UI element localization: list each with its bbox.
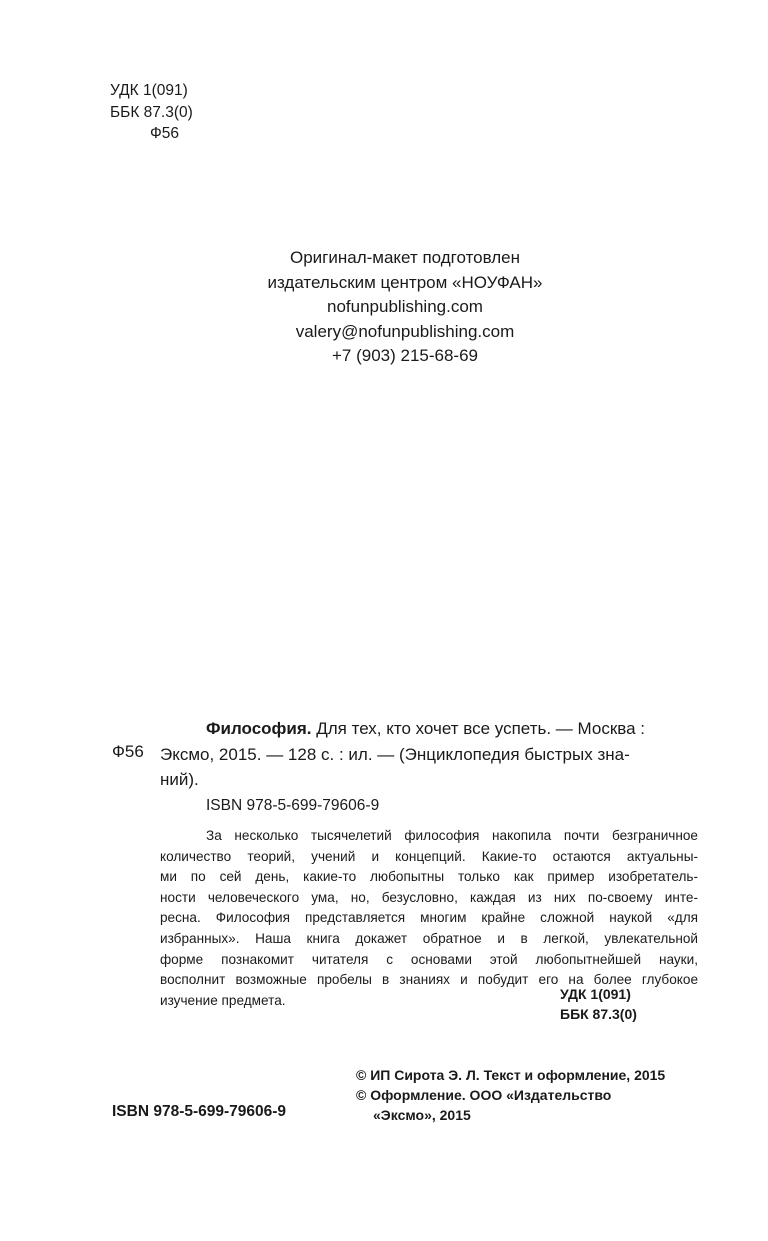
catalog-isbn: ISBN 978-5-699-79606-9 [206, 797, 380, 814]
catalog-author-sign: Ф56 [112, 742, 144, 761]
classification-codes-top [110, 80, 193, 145]
annotation-line: количество теорий, учений и концепций. Какие-то остаются актуальны- [160, 848, 698, 864]
copyright-design-publisher: © Оформление. ООО «Издательство [356, 1086, 612, 1103]
bbk-code: ББК 87.3(0) [110, 103, 193, 121]
publisher-website: nofunpublishing.com [327, 297, 483, 316]
biblio-line-1-rest: Для тех, кто хочет все успеть. — Москва : [311, 719, 645, 738]
copyright-text-design: © ИП Сирота Э. Л. Текст и оформление, 2015 [356, 1067, 666, 1083]
footer-isbn: ISBN 978-5-699-79606-9 [112, 1103, 287, 1120]
annotation-line: восполнит возможные пробелы в знаниях и побудит его на более глубокое [160, 972, 698, 988]
original-layout-credit [180, 246, 630, 369]
udk-code: УДК 1(091) [110, 82, 188, 99]
annotation-line: ми по сей день, какие-то любопытны только как пример изобретатель- [160, 869, 698, 885]
biblio-line-1 [160, 716, 698, 742]
biblio-line-3: ний). [160, 770, 199, 789]
annotation-line: изучение предмета. [160, 992, 286, 1008]
publisher-phone: +7 (903) 215-68-69 [331, 346, 479, 365]
biblio-line-2: Эксмо, 2015. — 128 с. : ил. — (Энциклопедия быстрых зна- [160, 744, 630, 764]
copyright-publisher-year: «Эксмо», 2015 [373, 1106, 471, 1123]
annotation [160, 826, 698, 1011]
annotation-line: избранных». Наша книга докажет обратное и в легкой, увлекательной [160, 930, 698, 946]
annotation-line: форме познакомит читателя с основами этой любопытнейшей науки, [160, 951, 698, 967]
annotation-line: За несколько тысячелетий философия накопила почти безграничное [206, 828, 698, 843]
publisher-email: valery@nofunpublishing.com [295, 321, 515, 341]
udk-code-bottom: УДК 1(091) [560, 986, 631, 1002]
credit-line-2: издательским центром «НОУФАН» [267, 272, 543, 292]
credit-line-1: Оригинал-макет подготовлен [289, 248, 521, 267]
copyright-notice [356, 1066, 665, 1125]
classification-codes-bottom [560, 985, 692, 1024]
annotation-line: ности человеческого ума, но, безусловно, каждая из них по-своему инте- [160, 889, 698, 905]
bibliographic-entry [160, 716, 698, 793]
book-title: Философия. [206, 719, 312, 738]
author-sign: Ф56 [150, 125, 180, 142]
bbk-code-bottom: ББК 87.3(0) [560, 1005, 637, 1022]
annotation-line: ресна. Философия представляется многим крайне сложной наукой «для [160, 910, 698, 926]
